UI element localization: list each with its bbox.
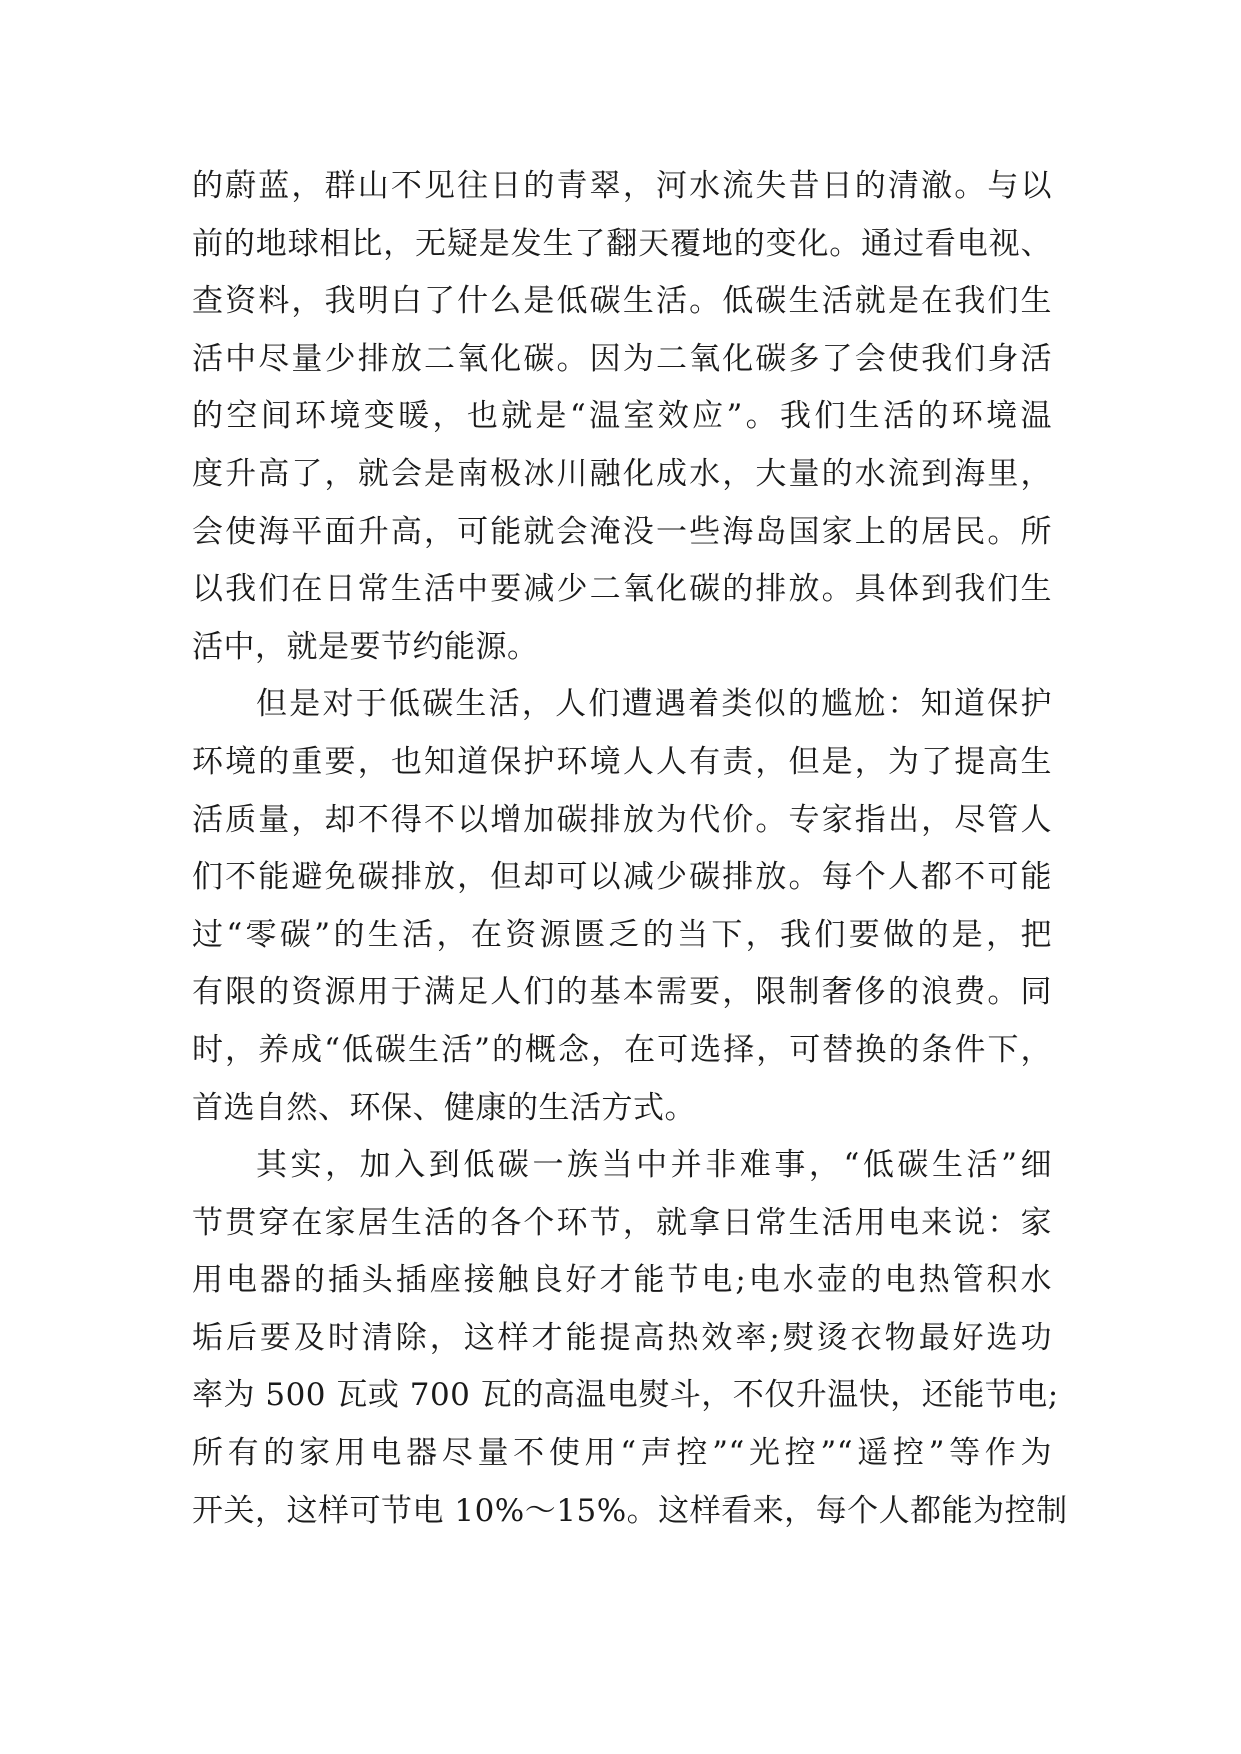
paragraph-start-line: 但是对于低碳生活，人们遭遇着类似的尴尬：知道保护 bbox=[256, 686, 1052, 723]
text-line: 时，养成“低碳生活”的概念，在可选择，可替换的条件下， bbox=[192, 1031, 1052, 1068]
text-line: 过“零碳”的生活，在资源匮乏的当下，我们要做的是，把 bbox=[192, 916, 1052, 953]
text-line: 度升高了，就会是南极冰川融化成水，大量的水流到海里， bbox=[192, 455, 1052, 492]
text-line: 有限的资源用于满足人们的基本需要，限制奢侈的浪费。同 bbox=[192, 974, 1052, 1011]
text-line: 首选自然、环保、健康的生活方式。 bbox=[192, 1089, 696, 1126]
paragraph-start-line: 其实，加入到低碳一族当中并非难事，“低碳生活”细 bbox=[256, 1147, 1052, 1184]
text-line: 活中尽量少排放二氧化碳。因为二氧化碳多了会使我们身活 bbox=[192, 340, 1052, 377]
text-line: 的空间环境变暖，也就是“温室效应”。我们生活的环境温 bbox=[192, 398, 1052, 435]
text-line: 会使海平面升高，可能就会淹没一些海岛国家上的居民。所 bbox=[192, 513, 1052, 550]
text-line: 们不能避免碳排放，但却可以减少碳排放。每个人都不可能 bbox=[192, 859, 1052, 896]
text-line: 节贯穿在家居生活的各个环节，就拿日常生活用电来说：家 bbox=[192, 1204, 1052, 1241]
text-line: 环境的重要，也知道保护环境人人有责，但是，为了提高生 bbox=[192, 743, 1052, 780]
text-line: 率为 500 瓦或 700 瓦的高温电熨斗，不仅升温快，还能节电; bbox=[192, 1377, 1059, 1414]
body-text bbox=[192, 158, 1068, 1540]
text-line: 用电器的插头插座接触良好才能节电;电水壶的电热管积水 bbox=[192, 1262, 1052, 1299]
text-line: 所有的家用电器尽量不使用“声控”“光控”“遥控”等作为 bbox=[192, 1435, 1052, 1472]
text-line: 的蔚蓝，群山不见往日的青翠，河水流失昔日的清澈。与以 bbox=[192, 168, 1052, 204]
text-line: 查资料，我明白了什么是低碳生活。低碳生活就是在我们生 bbox=[192, 283, 1052, 320]
text-line: 活中，就是要节约能源。 bbox=[192, 628, 539, 665]
text-line: 开关，这样可节电 10%～15%。这样看来，每个人都能为控制 bbox=[192, 1492, 1068, 1529]
text-line: 垢后要及时清除，这样才能提高热效率;熨烫衣物最好选功 bbox=[192, 1319, 1052, 1356]
text-line: 以我们在日常生活中要减少二氧化碳的排放。具体到我们生 bbox=[192, 571, 1052, 608]
text-line: 前的地球相比，无疑是发生了翻天覆地的变化。通过看电视、 bbox=[192, 225, 1052, 262]
text-line: 活质量，却不得不以增加碳排放为代价。专家指出，尽管人 bbox=[192, 801, 1052, 838]
